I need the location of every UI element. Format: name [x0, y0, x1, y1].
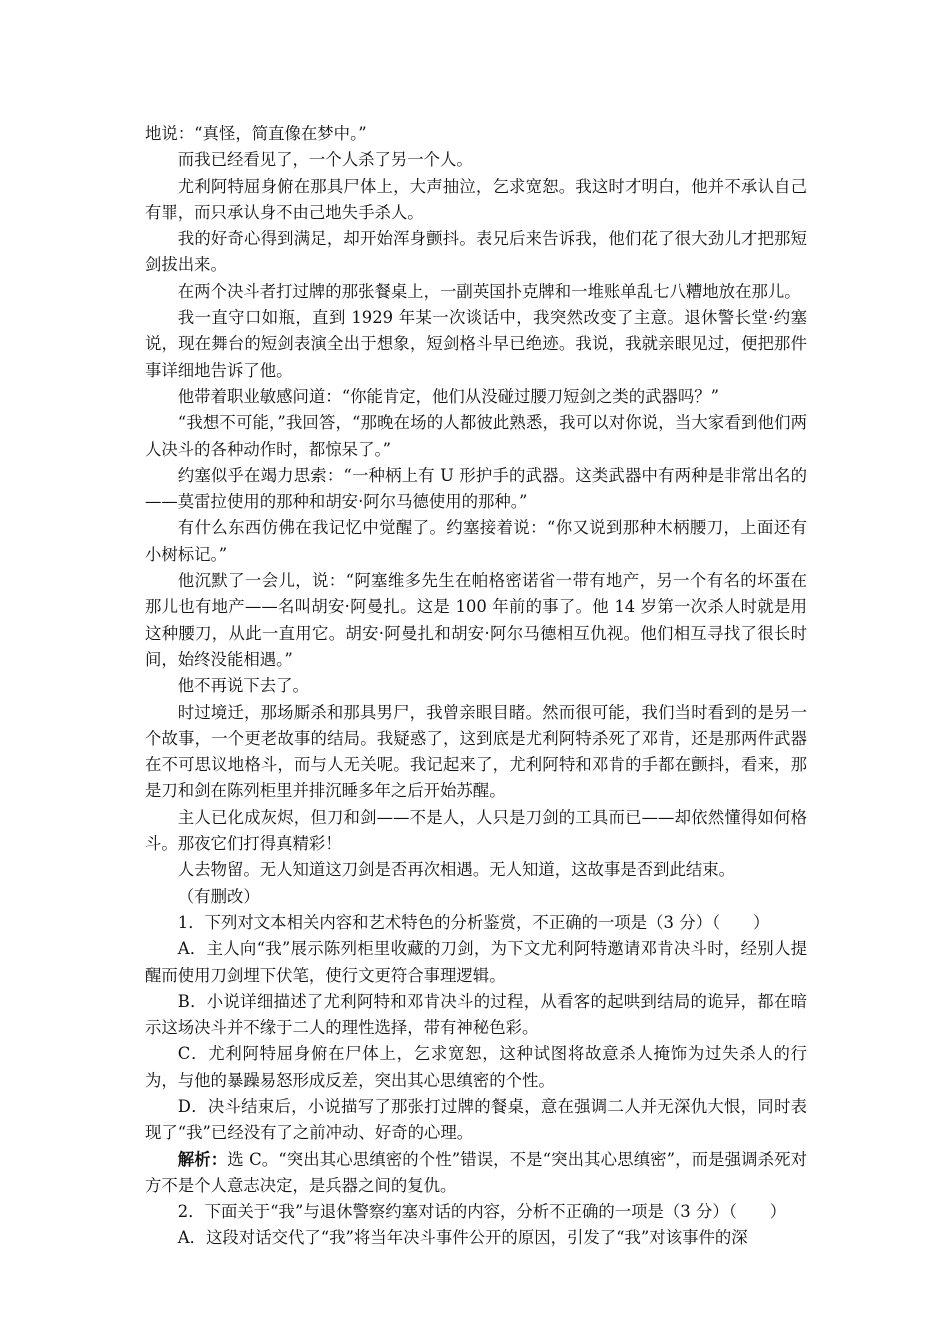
- analysis-label: 解析：: [177, 1149, 228, 1169]
- story-paragraph: 在两个决斗者打过牌的那张餐桌上，一副英国扑克牌和一堆账单乱七八糟地放在那儿。: [177, 281, 801, 301]
- story-paragraph: 我一直守口如瓶，直到 1929 年某一次谈话中，我突然改变了主意。退休警长堂·约塞说，现在舞台的短剑表演全出于想象，短剑格斗早已绝迹。我说，我就亲眼见过，便把那件事详细地告诉了他。: [145, 308, 807, 380]
- story-paragraph: 而我已经看见了，一个人杀了另一个人。: [177, 150, 473, 170]
- story-paragraph: 时过境迁，那场厮杀和那具男尸，我曾亲眼目睹。然而很可能，我们当时看到的是另一个故事，一个更老故事的结局。我疑惑了，这到底是尤利阿特杀死了邓肯，还是那两件武器在不可思议地格斗，而与人无关呢。我记起来了，尤利阿特和邓肯的手都在颤抖，看来，那是刀和剑在陈列柜里并排沉睡多年之后开始苏醒。: [145, 702, 807, 801]
- story-paragraph: 人去物留。无人知道这刀剑是否再次相遇。无人知道，这故事是否到此结束。: [177, 860, 736, 880]
- story-paragraph: 有什么东西仿佛在我记忆中觉醒了。约塞接着说：“你又说到那种木柄腰刀，上面还有小树标记。”: [145, 518, 807, 564]
- story-paragraph: 他不再说下去了。: [177, 676, 309, 696]
- question-stem: 2．下面关于“我”与退休警察约塞对话的内容，分析不正确的一项是（3 分）（ ）: [177, 1202, 787, 1222]
- story-paragraph: 约塞似乎在竭力思索：“一种柄上有 U 形护手的武器。这类武器中有两种是非常出名的——莫雷拉使用的那种和胡安·阿尔马德使用的那种。”: [145, 465, 807, 512]
- option-d: D．决斗结束后，小说描写了那张打过牌的餐桌，意在强调二人并无深仇大恨，同时表现了“我”已经没有了之前冲动、好奇的心理。: [145, 1096, 807, 1143]
- analysis-text: 选 C。“突出其心思缜密的个性”错误，不是“突出其心思缜密”，而是强调杀死对方不是个人意志决定，是兵器之间的复仇。: [145, 1149, 807, 1195]
- option-a: A．这段对话交代了“我”将当年决斗事件公开的原因，引发了“我”对该事件的深: [177, 1228, 748, 1248]
- analysis: [145, 1147, 807, 1200]
- story-paragraph: 他沉默了一会儿，说：“阿塞维多先生在帕格密诺省一带有地产，另一个有名的坏蛋在那儿也有地产——名叫胡安·阿曼扎。这是 100 年前的事了。他 14 岁第一次杀人时就是用这种腰刀，从此一直用它。胡安·阿曼扎和胡安·阿尔马德相互仇视。他们相互寻找了很长时间，始终没能相遇。”: [145, 571, 807, 669]
- story-paragraph: 尤利阿特屈身俯在那具尸体上，大声抽泣，乞求宽恕。我这时才明白，他并不承认自己有罪，而只承认身不由己地失手杀人。: [145, 176, 807, 222]
- option-a: A．主人向“我”展示陈列柜里收藏的刀剑，为下文尤利阿特邀请邓肯决斗时，经别人提醒而使用刀剑埋下伏笔，使行文更符合事理逻辑。: [145, 939, 807, 985]
- source-note: （有删改）: [177, 886, 260, 906]
- story-paragraph: 主人已化成灰烬，但刀和剑——不是人，人只是刀剑的工具而已——却依然懂得如何格斗。那夜它们打得真精彩！: [145, 807, 807, 854]
- question-stem: 1．下列对文本相关内容和艺术特色的分析鉴赏，不正确的一项是（3 分）（ ）: [177, 912, 770, 932]
- document-page: [145, 121, 807, 1252]
- story-paragraph: 我的好奇心得到满足，却开始浑身颤抖。表兄后来告诉我，他们花了很大劲儿才把那短剑拔出来。: [145, 229, 807, 275]
- option-c: C．尤利阿特屈身俯在尸体上，乞求宽恕，这种试图将故意杀人掩饰为过失杀人的行为，与他的暴躁易怒形成反差，突出其心思缜密的个性。: [145, 1044, 807, 1090]
- story-paragraph: 地说：“真怪，简直像在梦中。”: [145, 124, 367, 143]
- story-paragraph: 他带着职业敏感问道：“你能肯定，他们从没碰过腰刀短剑之类的武器吗？”: [177, 386, 720, 406]
- option-b: B．小说详细描述了尤利阿特和邓肯决斗的过程，从看客的起哄到结局的诡异，都在暗示这场决斗并不缘于二人的理性选择，带有神秘色彩。: [145, 991, 807, 1038]
- story-paragraph: “我想不可能，”我回答，“那晚在场的人都彼此熟悉，我可以对你说，当大家看到他们两人决斗的各种动作时，都惊呆了。”: [145, 413, 807, 459]
